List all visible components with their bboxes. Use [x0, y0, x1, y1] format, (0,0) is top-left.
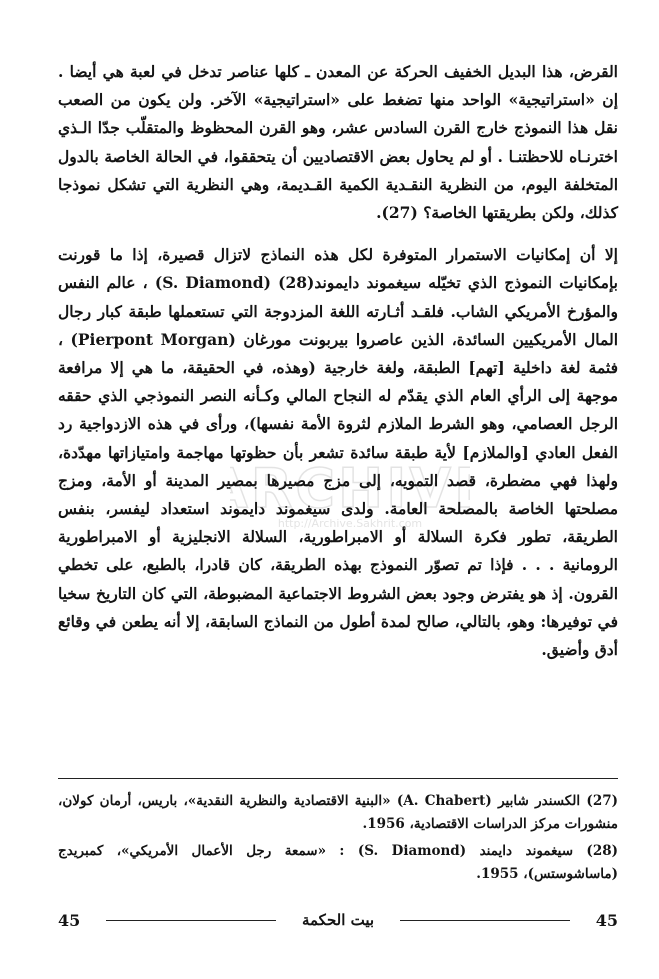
footnote-divider [58, 778, 618, 779]
main-text [58, 58, 618, 664]
page-number-right: 45 [595, 910, 618, 930]
paragraph-1: القرض، هذا البديل الخفيف الحركة عن المعدن ـ كلها عناصر تدخل في لعبة هي أيضا . إن «استراتيجية» الواحد منها تضغط على «استراتيجية» الآخر. ولن يكون من الصعب نقل هذا النموذج خارج القرن السادس عشر، وهو القرن المحظوظ والمتقلّب جدّا الـذي اخترنـاه للاحظتنـا . أو لم يحاول بعض الاقتصاديين أن يتحققوا، في الحالة الخاصة بالدول المتخلفة اليوم، من النظرية النقـدية الكمية القـديمة، وهي النظرية التي تشكل نموذجا كذلك، ولكن بطريقتها الخاصة؟ (27). [58, 62, 618, 223]
footer-rule-left [106, 920, 276, 921]
journal-title: بيت الحكمة [301, 911, 375, 929]
footnote-28: (28) سيغموند دايمند (S. Diamond) : «سمعة رجل الأعمال الأمريكي»، كمبريدج (ماساشوستس)، 1955. [58, 843, 618, 882]
footer-rule-right [400, 920, 570, 921]
watermark-url: http://Archive.Sakhrit.com [277, 517, 423, 530]
footnotes [58, 790, 618, 890]
page-number-left: 45 [58, 910, 81, 930]
footnote-27: (27) الكسندر شابير (A. Chabert) «البنية الاقتصادية والنظرية النقدية»، باريس، أرمان كولان، منشورات مركز الدراسات الاقتصادية، 1956. [58, 793, 618, 832]
watermark-text: RCHIV [250, 457, 455, 520]
page-footer [58, 905, 618, 935]
paragraph-2: إلا أن إمكانيات الاستمرار المتوفرة لكل هذه النماذج لاتزال قصيرة، إذا ما قورنت بإمكانيات النموذج الذي تخيّله سيغموند دايموند(28) (S. Diamond) ، عالم النفس والمؤرخ الأمريكي الشاب. فلقـد أثـارته اللغة المزدوجة التي تستعملها طبقة كبار رجال المال الأمريكيين السائدة، الذين عاصروا بيربونت مورغان (Pierpont Morgan) ، فثمة لغة داخلية [تهم] الطبقة، ولغة خارجية (وهذه، في الحقيقة، ما هي إلا مرافعة موجهة إلى الرأي العام الذي يقدّم له النجاح المالي وكـأنه النصر النموذجي الذي حققه الرجل العصامي، وهو الشرط الملازم لثروة الأمة نفسها)، ورأى في هذه الازدواجية رد الفعل العادي [والملازم] لأية طبقة سائدة تشعر بأن حظوتها مهاجمة وامتيازاتها مهدّدة، ولهذا فهي مضطرة، قصد التمويه، إلى مزج مصيرها بمصير المدينة أو الأمة، ومزج مصلحتها الخاصة بالمصلحة العامة. ولدى سيغموند دايموند استعداد ليفسر، بنفس الطريقة، تطور فكرة السلالة أو الامبراطورية، السلالة الانجليزية أو الامبراطورية الرومانية . . . فإذا تم تصوّر النموذج بهذه الطريقة، كان قادرا، بالطبع، على تخطي القرون. إذ هو يفترض وجود بعض الشروط الاجتماعية المضبوطة، التي كان التاريخ سخيا في توفيرها: وهو، بالتالي، صالح لمدة أطول من النماذج السابقة، إلا أنه يطعن في وقائع أدق وأضيق. [58, 245, 619, 660]
